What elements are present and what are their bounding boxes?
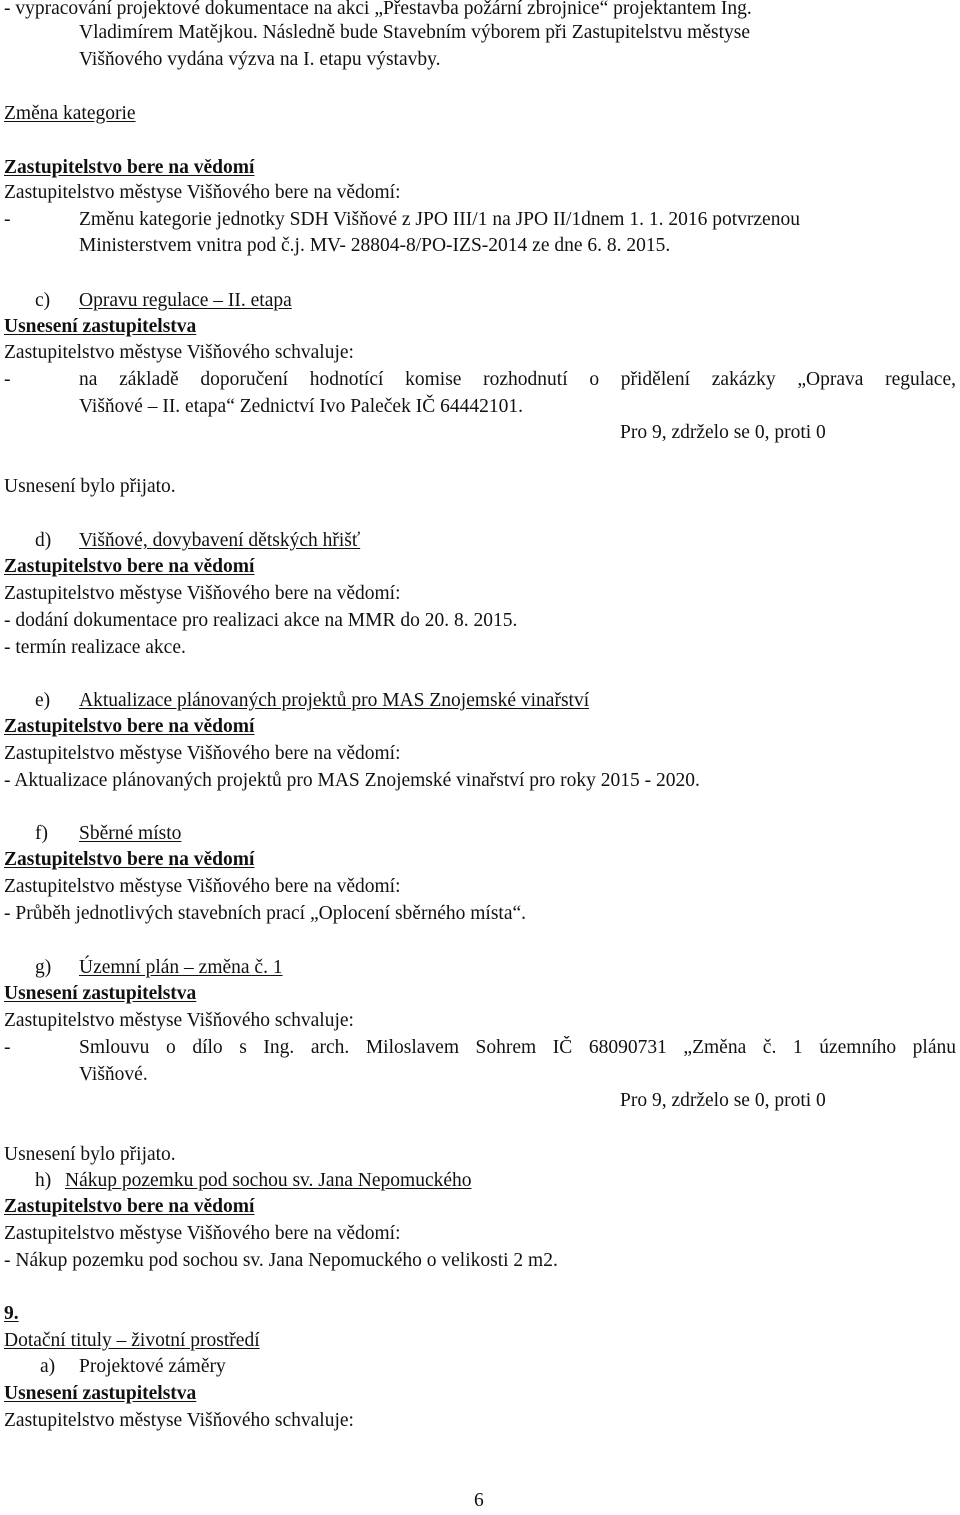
item-label: a)	[40, 1356, 56, 1377]
item-label: f)	[35, 823, 48, 844]
resolution-intro: Zastupitelstvo městyse Višňového schvaluje:	[4, 1010, 354, 1031]
resolution-intro: Zastupitelstvo městyse Višňového bere na vědomí:	[4, 583, 401, 604]
resolution-intro: Zastupitelstvo městyse Višňového bere na vědomí:	[4, 1223, 401, 1244]
item-title: Aktualizace plánovaných projektů pro MAS Znojemské vinařství	[79, 690, 590, 711]
item-label: g)	[35, 957, 52, 978]
vote-result: Pro 9, zdrželo se 0, proti 0	[620, 1090, 826, 1111]
bullet-text: - vypracování projektové dokumentace na akci „Přestavba požární zbrojnice“ projektantem Ing.	[4, 0, 752, 19]
vote-result: Pro 9, zdrželo se 0, proti 0	[620, 422, 826, 443]
resolution-heading: Zastupitelstvo bere na vědomí	[4, 716, 255, 737]
resolution-heading: Zastupitelstvo bere na vědomí	[4, 157, 255, 178]
bullet-text: - dodání dokumentace pro realizaci akce na MMR do 20. 8. 2015.	[4, 610, 518, 631]
bullet-dash: -	[4, 209, 11, 230]
item-title: Višňové, dovybavení dětských hřišť	[79, 530, 361, 551]
item-label: c)	[35, 290, 51, 311]
bullet-text: - termín realizace akce.	[4, 637, 186, 658]
item-title: Projektové záměry	[79, 1356, 226, 1377]
resolution-heading: Zastupitelstvo bere na vědomí	[4, 849, 255, 870]
bullet-dash: -	[4, 369, 11, 390]
item-title: Územní plán – změna č. 1	[79, 957, 283, 978]
item-title: Opravu regulace – II. etapa	[79, 290, 292, 311]
item-label: e)	[35, 690, 51, 711]
item-label: d)	[35, 530, 52, 551]
bullet-text-continued: Višňové.	[79, 1064, 148, 1085]
bullet-text: na základě doporučení hodnotící komise rozhodnutí o přidělení zakázky „Oprava regulace,	[79, 369, 956, 390]
resolution-heading: Zastupitelstvo bere na vědomí	[4, 1196, 255, 1217]
item-title: Sběrné místo	[79, 823, 182, 844]
resolution-intro: Zastupitelstvo městyse Višňového bere na vědomí:	[4, 876, 401, 897]
resolution-heading: Usnesení zastupitelstva	[4, 316, 197, 337]
resolution-heading: Zastupitelstvo bere na vědomí	[4, 556, 255, 577]
bullet-text: Změnu kategorie jednotky SDH Višňové z JPO III/1 na JPO II/1dnem 1. 1. 2016 potvrzenou	[79, 209, 800, 230]
bullet-text-continued: Vladimírem Matějkou. Následně bude Stavebním výborem při Zastupitelstvu městyse	[79, 22, 750, 43]
item-title: Nákup pozemku pod sochou sv. Jana Nepomuckého	[65, 1170, 472, 1191]
resolution-intro: Zastupitelstvo městyse Višňového schvaluje:	[4, 342, 354, 363]
bullet-text-continued: Ministerstvem vnitra pod č.j. MV- 28804-8/PO-IZS-2014 ze dne 6. 8. 2015.	[79, 235, 671, 256]
bullet-text: - Průběh jednotlivých stavebních prací „Oplocení sběrného místa“.	[4, 903, 527, 924]
resolution-intro: Zastupitelstvo městyse Višňového bere na vědomí:	[4, 182, 401, 203]
resolution-heading: Usnesení zastupitelstva	[4, 983, 197, 1004]
bullet-text: Smlouvu o dílo s Ing. arch. Miloslavem Sohrem IČ 68090731 „Změna č. 1 územního plánu	[79, 1037, 956, 1058]
section-title: Změna kategorie	[4, 103, 136, 124]
bullet-text-continued: Višňového vydána výzva na I. etapu výstavby.	[79, 49, 441, 70]
resolution-intro: Zastupitelstvo městyse Višňového schvaluje:	[4, 1410, 354, 1431]
section-number: 9.	[4, 1303, 19, 1324]
item-label: h)	[35, 1170, 52, 1191]
resolution-status: Usnesení bylo přijato.	[4, 476, 176, 497]
bullet-text-continued: Višňové – II. etapa“ Zednictví Ivo Paleček IČ 64442101.	[79, 396, 523, 417]
resolution-heading: Usnesení zastupitelstva	[4, 1383, 197, 1404]
bullet-text: - Aktualizace plánovaných projektů pro MAS Znojemské vinařství pro roky 2015 - 2020.	[4, 770, 700, 791]
resolution-intro: Zastupitelstvo městyse Višňového bere na vědomí:	[4, 743, 401, 764]
resolution-status: Usnesení bylo přijato.	[4, 1144, 176, 1165]
bullet-dash: -	[4, 1037, 11, 1058]
section-title: Dotační tituly – životní prostředí	[4, 1330, 260, 1351]
bullet-text: - Nákup pozemku pod sochou sv. Jana Nepomuckého o velikosti 2 m2.	[4, 1250, 558, 1271]
page-number: 6	[474, 1490, 484, 1511]
